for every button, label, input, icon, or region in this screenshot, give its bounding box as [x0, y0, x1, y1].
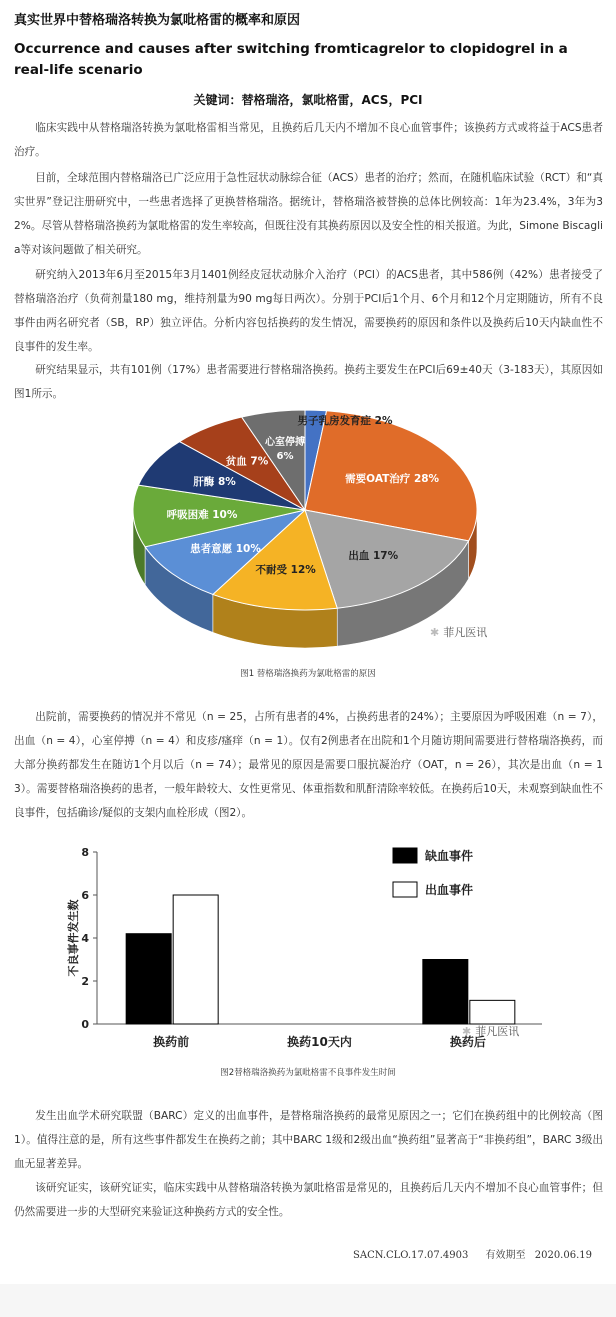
x-tick-label: 换药前	[153, 1035, 190, 1049]
pie-label-1: 需要OAT治疗 28%	[345, 472, 440, 485]
y-tick-label: 0	[81, 1018, 89, 1031]
legend-swatch-1	[393, 882, 417, 897]
legend-label-0: 缺血事件	[425, 849, 474, 863]
pie-label-8-value: 6%	[276, 451, 294, 463]
footer-validity-date: 2020.06.19	[534, 1250, 592, 1261]
y-tick-label: 4	[81, 932, 89, 945]
watermark-figure1: ✱ 菲凡医讯	[430, 626, 488, 639]
title-english: Occurrence and causes after switching fromticagrelor to clopidogrel in a real-life scenario	[14, 41, 568, 78]
bar-0-0	[126, 934, 171, 1024]
bar-0-2	[423, 960, 468, 1025]
pie-label-7: 贫血 7%	[225, 455, 269, 468]
paragraph-methods: 研究纳入2013年6月至2015年3月1401例经皮冠状动脉介入治疗（PCI）的ACS患者，其中586例（42%）患者接受了替格瑞洛治疗（负荷剂量180 mg，维持剂量为90 mg每日两次）。分别于PCI后1个月、6个月和12个月定期随访，所有不良事件由两名研究者（SB，RP）独立评估。分析内容包括换药的发生情况，需要换药的原因和条件以及换药后10天内缺血性不良事件的发生率。	[14, 269, 603, 353]
paragraph-results: 研究结果显示，共有101例（17%）患者需要进行替格瑞洛换药。换药主要发生在PCI后69±40天（3-183天），其原因如图1所示。	[14, 364, 603, 400]
y-tick-label: 8	[81, 846, 89, 859]
paragraph-discharge: 出院前，需要换药的情况并不常见（n = 25，占所有患者的4%，占换药患者的24%）；主要原因为呼吸困难（n = 7），出血（n = 4），心室停搏（n = 4）和皮疹/瘙痒（n = 1）。仅有2例患者在出院和1个月随访期间需要进行替格瑞洛换药，而大部分换药都发生在随访1个月以后（n = 74）；最常见的原因是需要口服抗凝治疗（OAT，n = 26），其次是出血（n = 13）。需要替格瑞洛换药的患者，一般年龄较大、女性更常见、体重指数和肌酐清除率较低。在换药后10天，未观察到缺血性不良事件，包括确诊/疑似的支架内血栓形成（图2）。	[14, 711, 603, 819]
paragraph-barc: 发生出血学术研究联盟（BARC）定义的出血事件，是替格瑞洛换药的最常见原因之一；它们在换药组中的比例较高（图1）。值得注意的是，所有这些事件都发生在换药之前；其中BARC 1级和2级出血“换药组”显著高于“非换药组”，BARC 3级出血无显著差异。	[14, 1110, 603, 1170]
pie-label-5: 呼吸困难 10%	[166, 508, 238, 521]
pie-chart-switch-reasons	[100, 398, 520, 658]
paragraph-conclusion: 该研究证实，该研究证实，临床实践中从替格瑞洛转换为氯吡格雷是常见的，且换药后几天内不增加不良心血管事件；但仍然需要进一步的大型研究来验证这种换药方式的安全性。	[14, 1182, 603, 1218]
keywords: 关键词：替格瑞洛，氯吡格雷，ACS，PCI	[193, 93, 423, 107]
pie-label-3: 不耐受 12%	[255, 563, 316, 576]
watermark-logo-icon: ✱	[462, 1025, 472, 1038]
footer-validity-label: 有效期至	[485, 1250, 526, 1261]
paragraph-summary: 临床实践中从替格瑞洛转换为氯吡格雷相当常见，且换药后几天内不增加不良心血管事件；该换药方式或将益于ACS患者治疗。	[14, 122, 603, 158]
paragraph-background: 目前，全球范围内替格瑞洛已广泛应用于急性冠状动脉综合征（ACS）患者的治疗；然而，在随机临床试验（RCT）和“真实世界”登记注册研究中，一些患者选择了更换替格瑞洛。据统计，替格瑞洛被替换的总体比例较高：1年为23.4%，3年为32%。尽管从替格瑞洛换药为氯吡格雷的发生率较高，但既往没有其换药原因以及安全性的相关报道。为此，Simone Biscaglia等对该问题做了相关研究。	[14, 172, 603, 256]
title-chinese: 真实世界中替格瑞洛转换为氯吡格雷的概率和原因	[14, 13, 301, 28]
x-tick-label: 换药后	[449, 1035, 486, 1049]
bar-1-2	[470, 1000, 515, 1024]
pie-label-0: 男子乳房发育症 2%	[297, 415, 393, 427]
x-tick-label: 换药10天内	[287, 1035, 352, 1049]
pie-label-2: 出血 17%	[348, 550, 399, 563]
y-tick-label: 6	[81, 889, 89, 902]
pie-label-4: 患者意愿 10%	[190, 543, 261, 556]
footer	[353, 1246, 592, 1261]
y-axis-label: 不良事件发生数	[67, 899, 80, 977]
bar-1-0	[173, 895, 218, 1024]
pie-label-8: 心室停搏	[265, 437, 306, 449]
pie-label-6: 肝酶 8%	[193, 476, 236, 489]
legend-swatch-0	[393, 848, 417, 863]
legend-label-1: 出血事件	[425, 883, 474, 897]
y-tick-label: 2	[81, 975, 89, 988]
figure2-caption: 图2替格瑞洛换药为氯吡格雷不良事件发生时间	[220, 1068, 396, 1078]
bottom-bar	[0, 1284, 616, 1317]
figure1-caption: 图1 替格瑞洛换药为氯吡格雷的原因	[240, 669, 376, 679]
footer-code: SACN.CLO.17.07.4903	[353, 1250, 469, 1261]
watermark-logo-icon: ✱	[430, 626, 440, 639]
watermark-figure2: ✱ 菲凡医讯	[462, 1025, 520, 1038]
